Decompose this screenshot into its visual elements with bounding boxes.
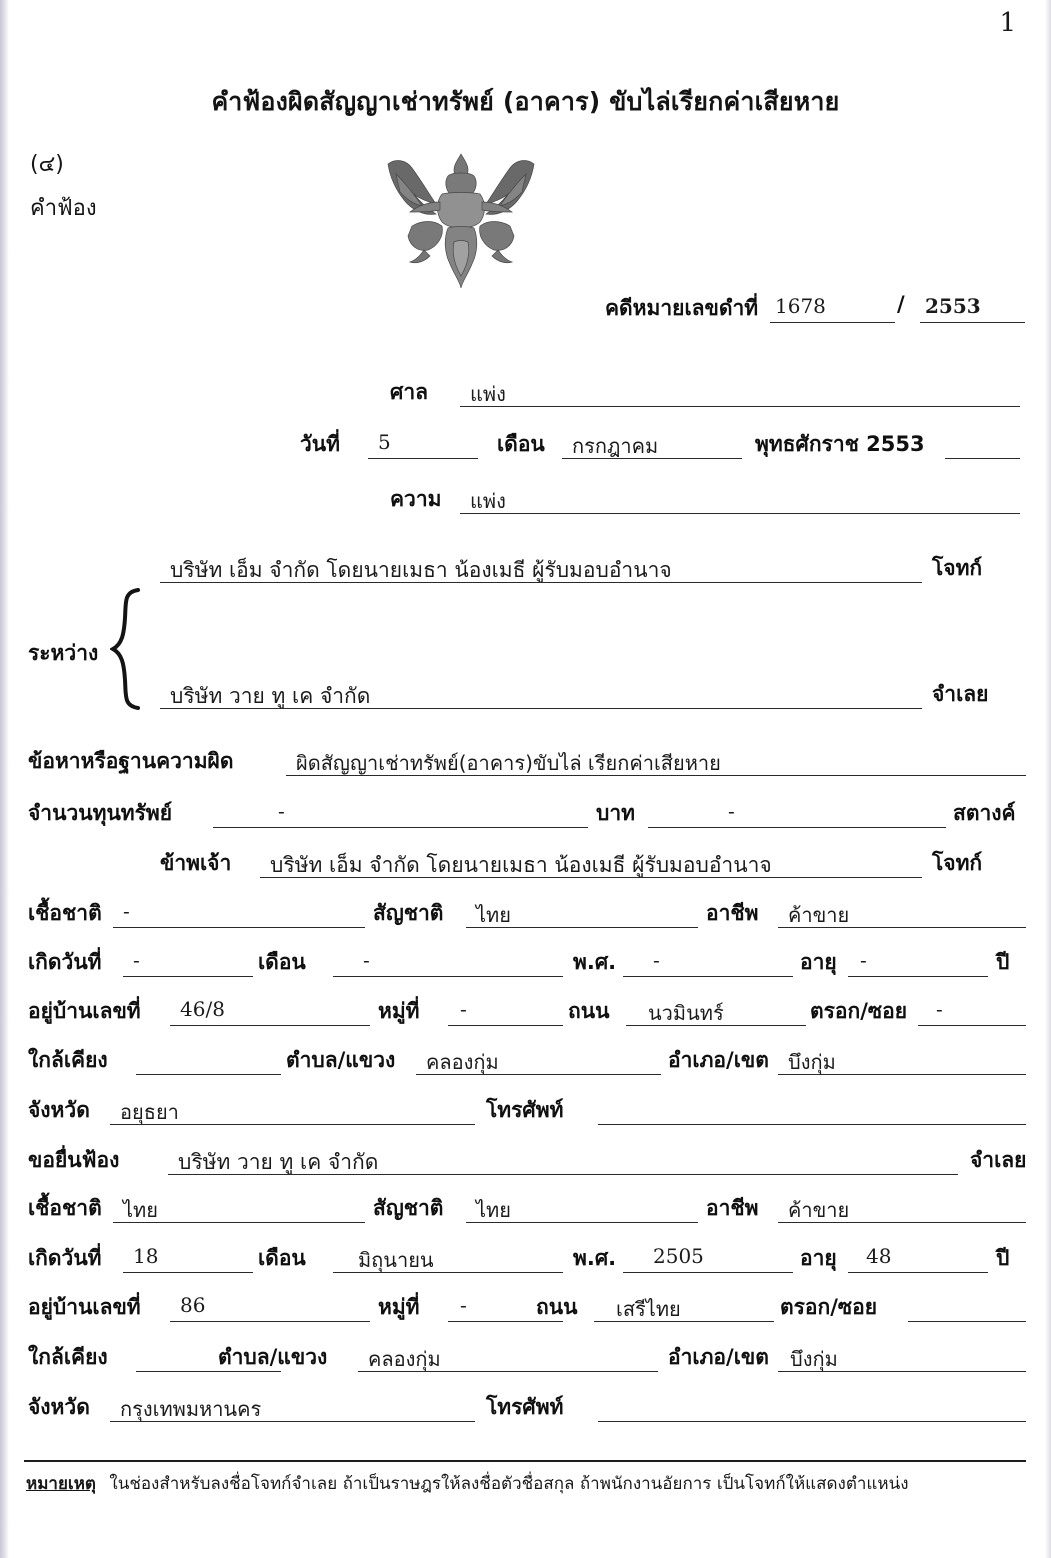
case-number-separator: / [897,292,905,316]
page-title: คำฟ้องผิดสัญญาเช่าทรัพย์ (อาคาร) ขับไล่เรียกค่าเสียหาย [211,87,840,116]
filing-against-label: ขอยื่นฟ้อง [28,1148,120,1172]
declarant-value[interactable]: บริษัท เอ็ม จำกัด โดยนายเมธา น้องเมธี ผู้รับมอบอำนาจ [270,853,772,877]
court-value[interactable]: แพ่ง [470,382,506,406]
defendant-birth-month-value[interactable]: มิถุนายน [358,1248,434,1272]
plaintiff-ethnicity-value[interactable]: - [123,899,130,923]
plaintiff-house-no-value[interactable]: 46/8 [180,997,225,1021]
defendant-locality-row [28,1341,1026,1375]
defendant-subdistrict-line [358,1371,658,1372]
filing-buddhist-year-label: พุทธศักราช 2553 [755,432,925,456]
plaintiff-age-unit-label: ปี [996,950,1010,974]
plaintiff-road-line [626,1025,806,1026]
defendant-age-label: อายุ [800,1246,837,1270]
defendant-ethnicity-row [28,1192,1026,1226]
scan-edge-left [0,0,9,1558]
defendant-nationality-value[interactable]: ไทย [476,1198,511,1222]
filing-month-value[interactable]: กรกฎาคม [572,434,659,458]
form-kind-label: คำฟ้อง [30,196,97,221]
plaintiff-nearby-line [136,1074,281,1075]
defendant-role-label: จำเลย [932,682,989,706]
plaintiff-house-no-label: อยู่บ้านเลขที่ [28,999,141,1023]
plaintiff-moo-line [448,1025,563,1026]
declarant-line [260,877,922,878]
filing-day-label: วันที่ [300,432,340,456]
plaintiff-birth-day-label: เกิดวันที่ [28,950,102,974]
plaintiff-subdistrict-value[interactable]: คลองกุ่ม [426,1050,499,1074]
plaintiff-birth-year-label: พ.ศ. [573,950,617,974]
defendant-district-value[interactable]: บึงกุ่ม [790,1347,838,1371]
case-number-line [770,322,895,323]
plaintiff-province-row [28,1094,1026,1128]
plaintiff-birth-month-label: เดือน [258,950,306,974]
capital-baht-line [213,827,588,828]
defendant-phone-line [598,1421,1026,1422]
footer-note-text: ในช่องสำหรับลงชื่อโจทก์จำเลย ถ้าเป็นราษฎรให้ลงชื่อตัวชื่อสกุล ถ้าพนักงานอัยการ เป็นโจทก์ให้แสดงตำแหน่ง [109,1474,909,1494]
case-number-row [605,292,1025,326]
plaintiff-role-label: โจทก์ [932,556,983,580]
defendant-birth-month-line [333,1272,563,1273]
plaintiff-birth-month-value[interactable]: - [363,948,370,972]
case-number-value[interactable]: 1678 [775,294,826,318]
plaintiff-address-row [28,995,1026,1029]
plaintiff-house-no-line [170,1025,370,1026]
defendant-party-line [160,708,922,709]
court-label: ศาล [390,380,428,404]
plaintiff-road-label: ถนน [568,999,610,1023]
defendant-road-label: ถนน [536,1295,578,1319]
defendant-birth-year-line [623,1272,793,1273]
plaintiff-age-line [848,976,988,977]
filing-against-value[interactable]: บริษัท วาย ทู เค จำกัด [178,1150,379,1174]
defendant-road-value[interactable]: เสรีไทย [616,1297,681,1321]
defendant-moo-value[interactable]: - [460,1293,467,1317]
defendant-birth-year-label: พ.ศ. [573,1246,617,1270]
case-number-label: คดีหมายเลขดำที่ [605,296,759,320]
filing-against-role-label: จำเลย [970,1148,1027,1172]
plaintiff-phone-line [598,1124,1026,1125]
capital-satang-line [648,827,946,828]
defendant-age-unit-label: ปี [996,1246,1010,1270]
defendant-house-no-line [170,1321,370,1322]
plaintiff-district-value[interactable]: บึงกุ่ม [788,1050,836,1074]
charge-line [286,775,1026,776]
declarant-label: ข้าพเจ้า [160,851,232,875]
defendant-address-row [28,1291,1026,1325]
garuda-emblem [376,142,546,292]
plaintiff-subdistrict-label: ตำบล/แขวง [286,1048,396,1072]
defendant-ethnicity-label: เชื้อชาติ [28,1196,102,1220]
plaintiff-birth-day-value[interactable]: - [133,948,140,972]
plaintiff-age-value[interactable]: - [860,948,867,972]
plaintiff-ethnicity-line [113,927,365,928]
plaintiff-age-label: อายุ [800,950,837,974]
defendant-province-line [110,1421,475,1422]
case-type-label: ความ [390,487,442,511]
defendant-nationality-label: สัญชาติ [373,1196,444,1220]
defendant-road-line [594,1321,774,1322]
defendant-birth-month-label: เดือน [258,1246,306,1270]
plaintiff-occupation-line [778,927,1026,928]
plaintiff-occupation-value[interactable]: ค้าขาย [788,903,850,927]
defendant-ethnicity-value[interactable]: ไทย [123,1198,158,1222]
capital-satang-label: สตางค์ [953,801,1016,825]
plaintiff-nationality-label: สัญชาติ [373,901,444,925]
defendant-house-no-label: อยู่บ้านเลขที่ [28,1295,141,1319]
defendant-nearby-label: ใกล้เคียง [28,1345,108,1369]
case-type-line [460,513,1020,514]
footer-note [26,1470,909,1497]
plaintiff-road-value[interactable]: นวมินทร์ [648,1001,724,1025]
plaintiff-ethnicity-label: เชื้อชาติ [28,901,102,925]
defendant-party-row [160,678,1026,712]
plaintiff-province-line [110,1124,475,1125]
filing-day-value[interactable]: 5 [378,430,391,454]
filing-date-row [300,428,1020,462]
plaintiff-locality-row [28,1044,1026,1078]
plaintiff-moo-label: หมู่ที่ [378,999,420,1023]
defendant-province-row [28,1391,1026,1425]
defendant-birth-row [28,1242,1026,1276]
plaintiff-soi-value[interactable]: - [936,997,943,1021]
plaintiff-province-value[interactable]: อยุธยา [120,1100,179,1124]
defendant-birth-day-value[interactable]: 18 [133,1244,159,1268]
defendant-occupation-line [778,1222,1026,1223]
plaintiff-nationality-value[interactable]: ไทย [476,903,511,927]
defendant-subdistrict-value[interactable]: คลองกุ่ม [368,1347,441,1371]
court-line [460,406,1020,407]
plaintiff-birth-day-line [123,976,253,977]
defendant-moo-label: หมู่ที่ [378,1295,420,1319]
charge-value[interactable]: ผิดสัญญาเช่าทรัพย์(อาคาร)ขับไล่ เรียกค่าเสียหาย [296,751,721,775]
defendant-ethnicity-line [113,1222,365,1223]
defendant-province-label: จังหวัด [28,1395,90,1419]
defendant-birth-year-value[interactable]: 2505 [653,1244,704,1268]
plaintiff-birth-row [28,946,1026,980]
capital-baht-label: บาท [596,801,635,825]
capital-baht-value[interactable]: - [278,799,285,823]
plaintiff-nearby-label: ใกล้เคียง [28,1048,108,1072]
plaintiff-birth-month-line [333,976,563,977]
defendant-nationality-line [466,1222,698,1223]
defendant-house-no-value[interactable]: 86 [180,1293,206,1317]
plaintiff-soi-line [918,1025,1026,1026]
plaintiff-party-line [160,582,922,583]
filing-month-label: เดือน [497,432,545,456]
defendant-district-line [778,1371,1026,1372]
court-row [390,376,1020,410]
defendant-phone-label: โทรศัพท์ [486,1395,564,1419]
party-brace [110,588,144,710]
plaintiff-party-row [160,552,1026,586]
filing-against-line [168,1174,958,1175]
defendant-occupation-value[interactable]: ค้าขาย [788,1198,850,1222]
scan-edge-right [1045,0,1051,1558]
defendant-soi-line [908,1321,1026,1322]
plaintiff-birth-year-line [623,976,793,977]
filing-year-line [945,458,1020,459]
plaintiff-birth-year-value[interactable]: - [653,948,660,972]
plaintiff-phone-label: โทรศัพท์ [486,1098,564,1122]
case-type-row [390,483,1020,517]
filing-month-line [562,458,742,459]
filing-day-line [368,458,478,459]
defendant-age-line [848,1272,988,1273]
plaintiff-moo-value[interactable]: - [460,997,467,1021]
plaintiff-nationality-line [466,927,698,928]
between-label: ระหว่าง [28,641,99,665]
plaintiff-province-label: จังหวัด [28,1098,90,1122]
defendant-province-value[interactable]: กรุงเทพมหานคร [120,1397,262,1421]
footer-note-label: หมายเหตุ [26,1474,96,1494]
plaintiff-name-value[interactable]: บริษัท เอ็ม จำกัด โดยนายเมธา น้องเมธี ผู้รับมอบอำนาจ [170,558,672,582]
defendant-subdistrict-label: ตำบล/แขวง [218,1345,328,1369]
plaintiff-soi-label: ตรอก/ซอย [810,999,908,1023]
case-type-value[interactable]: แพ่ง [470,489,506,513]
capital-satang-value[interactable]: - [728,799,735,823]
defendant-age-value[interactable]: 48 [866,1244,892,1268]
footer-divider [24,1460,1026,1462]
case-year-line [920,322,1025,323]
plaintiff-district-label: อำเภอ/เขต [668,1048,769,1072]
charge-row [28,745,1026,779]
form-code: (๔) [30,152,64,177]
plaintiff-ethnicity-row [28,897,1026,931]
defendant-occupation-label: อาชีพ [706,1196,759,1220]
capital-row [28,797,1026,831]
plaintiff-district-line [778,1074,1026,1075]
declarant-role-label: โจทก์ [932,851,983,875]
declarant-row [160,847,1026,881]
defendant-district-label: อำเภอ/เขต [668,1345,769,1369]
capital-label: จำนวนทุนทรัพย์ [28,801,173,825]
defendant-birth-day-label: เกิดวันที่ [28,1246,102,1270]
plaintiff-subdistrict-line [416,1074,661,1075]
defendant-name-value[interactable]: บริษัท วาย ทู เค จำกัด [170,684,371,708]
defendant-birth-day-line [123,1272,253,1273]
plaintiff-occupation-label: อาชีพ [706,901,759,925]
charge-label: ข้อหาหรือฐานความผิด [28,749,234,773]
page-number: 1 [999,8,1016,38]
defendant-soi-label: ตรอก/ซอย [780,1295,878,1319]
case-year-value[interactable]: 2553 [925,294,981,318]
filing-against-row [28,1144,1026,1178]
